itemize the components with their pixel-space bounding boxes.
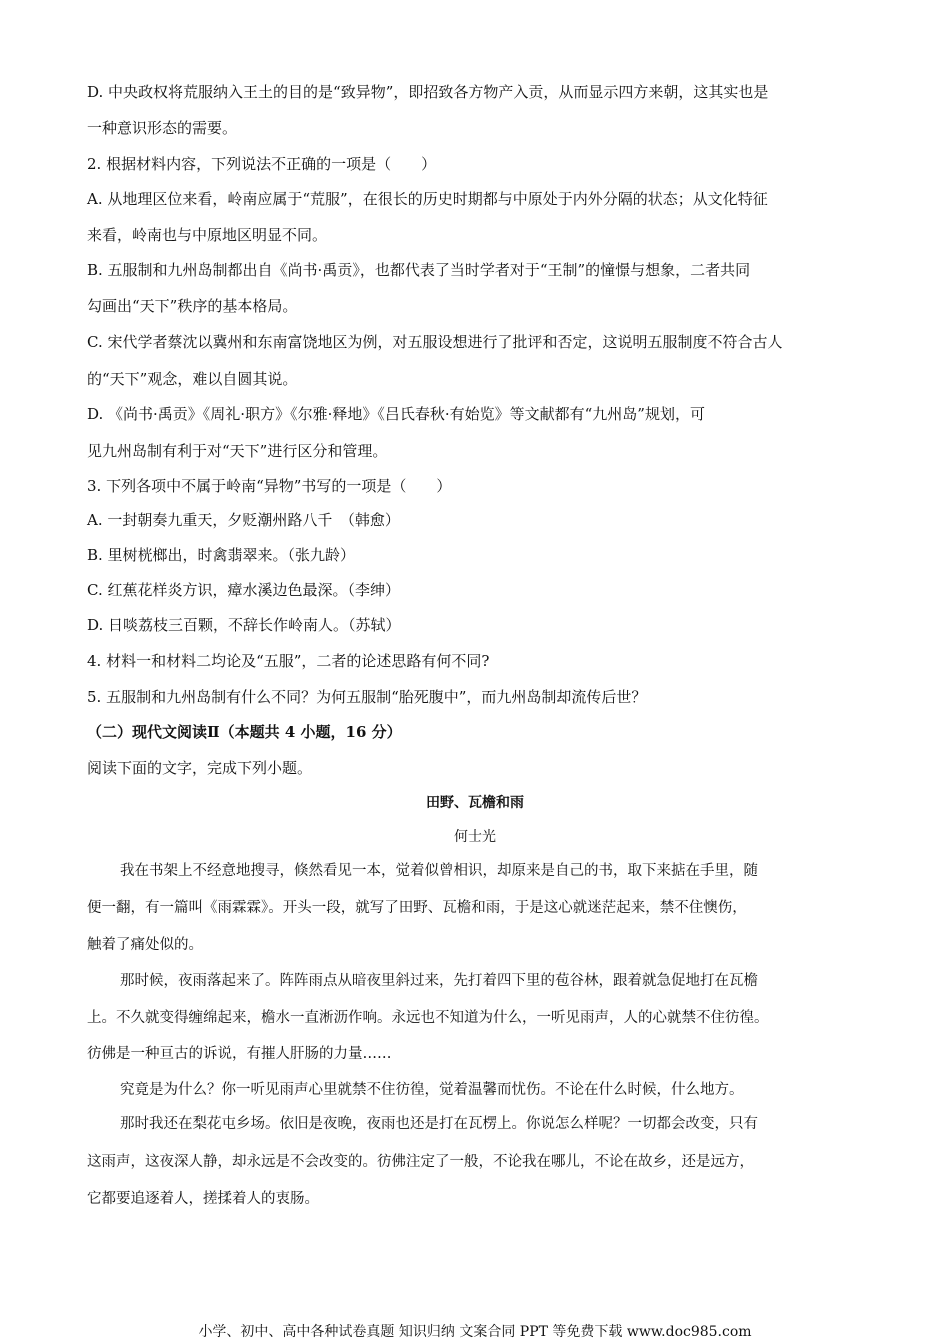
q2-option-c-line-1: C. 宋代学者蔡沈以冀州和东南富饶地区为例，对五服设想进行了批评和否定，这说明五服制度不符合古人 bbox=[87, 333, 783, 351]
question-3: 3. 下列各项中不属于岭南“异物”书写的一项是（ ） bbox=[87, 477, 452, 495]
paragraph-4-line-2: 这雨声，这夜深人静，却永远是不会改变的。彷佛注定了一般，不论我在哪儿，不论在故乡，还是远方， bbox=[87, 1154, 754, 1170]
q2-option-d-line-2: 见九州岛制有利于对“天下”进行区分和管理。 bbox=[87, 442, 388, 460]
paragraph-4-line-3: 它都要追逐着人，搓揉着人的衷肠。 bbox=[87, 1191, 319, 1207]
option-d-line-2: 一种意识形态的需要。 bbox=[87, 119, 238, 137]
q2-option-d-line-1: D. 《尚书·禹贡》《周礼·职方》《尔雅·释地》《吕氏春秋·有始览》等文献都有“九州岛”规划，可 bbox=[87, 405, 705, 423]
q3-option-c: C. 红蕉花样炎方识，瘴水溪边色最深。（李绅） bbox=[87, 581, 400, 599]
q2-option-a-line-1: A. 从地理区位来看，岭南应属于“荒服”，在很长的历史时期都与中原处于内外分隔的状态；从文化特征 bbox=[87, 190, 768, 208]
q2-option-b-line-2: 勾画出“天下”秩序的基本格局。 bbox=[87, 297, 298, 315]
paragraph-1-line-2: 便一翻，有一篇叫《雨霖霖》。开头一段，就写了田野、瓦檐和雨，于是这心就迷茫起来，禁不住懊伤， bbox=[87, 900, 747, 916]
q3-option-a: A. 一封朝奏九重天，夕贬潮州路八千 （韩愈） bbox=[87, 511, 400, 529]
paragraph-2-line-2: 上。不久就变得缠绵起来，檐水一直淅沥作响。永远也不知道为什么，一听见雨声，人的心就禁不住彷徨。 bbox=[87, 1010, 769, 1026]
paragraph-2-line-3: 彷佛是一种亘古的诉说，有摧人肝肠的力量…… bbox=[87, 1046, 392, 1062]
reading-instruction: 阅读下面的文字，完成下列小题。 bbox=[87, 759, 313, 777]
article-author: 何士光 bbox=[454, 829, 496, 845]
q2-option-b-line-1: B. 五服制和九州岛制都出自《尚书·禹贡》，也都代表了当时学者对于“王制”的憧憬与想象，二者共同 bbox=[87, 261, 751, 279]
paragraph-1-line-1: 我在书架上不经意地搜寻，倏然看见一本，觉着似曾相识，却原来是自己的书，取下来掂在手里，随 bbox=[120, 863, 758, 879]
paragraph-1-line-3: 触着了痛处似的。 bbox=[87, 937, 203, 953]
article-title: 田野、瓦檐和雨 bbox=[426, 795, 524, 811]
option-d-line-1: D. 中央政权将荒服纳入王土的目的是“致异物”，即招致各方物产入贡，从而显示四方来朝，这其实也是 bbox=[87, 83, 769, 101]
question-4: 4. 材料一和材料二均论及“五服”，二者的论述思路有何不同? bbox=[87, 652, 490, 670]
question-5: 5. 五服制和九州岛制有什么不同？为何五服制“胎死腹中”，而九州岛制却流传后世？ bbox=[87, 688, 647, 706]
paragraph-4-line-1: 那时我还在梨花屯乡场。依旧是夜晚，夜雨也还是打在瓦楞上。你说怎么样呢？一切都会改变，只有 bbox=[120, 1116, 758, 1132]
footer-watermark: 小学、初中、高中各种试卷真题 知识归纳 文案合同 PPT 等免费下载 www.doc985.com bbox=[198, 1324, 752, 1340]
paragraph-3-line-1: 究竟是为什么？你一听见雨声心里就禁不住彷徨，觉着温馨而忧伤。不论在什么时候，什么地方。 bbox=[120, 1082, 744, 1098]
paragraph-2-line-1: 那时候，夜雨落起来了。阵阵雨点从暗夜里斜过来，先打着四下里的苞谷林，跟着就急促地打在瓦檐 bbox=[120, 973, 758, 989]
q2-option-a-line-2: 来看，岭南也与中原地区明显不同。 bbox=[87, 226, 328, 244]
q2-option-c-line-2: 的“天下”观念，难以自圆其说。 bbox=[87, 370, 298, 388]
question-2: 2. 根据材料内容，下列说法不正确的一项是（ ） bbox=[87, 155, 437, 173]
section-heading: （二）现代文阅读Ⅱ（本题共 4 小题，16 分） bbox=[87, 723, 402, 741]
q3-option-b: B. 里树桄榔出，时禽翡翠来。（张九龄） bbox=[87, 546, 356, 564]
q3-option-d: D. 日啖荔枝三百颗，不辞长作岭南人。（苏轼） bbox=[87, 616, 401, 634]
